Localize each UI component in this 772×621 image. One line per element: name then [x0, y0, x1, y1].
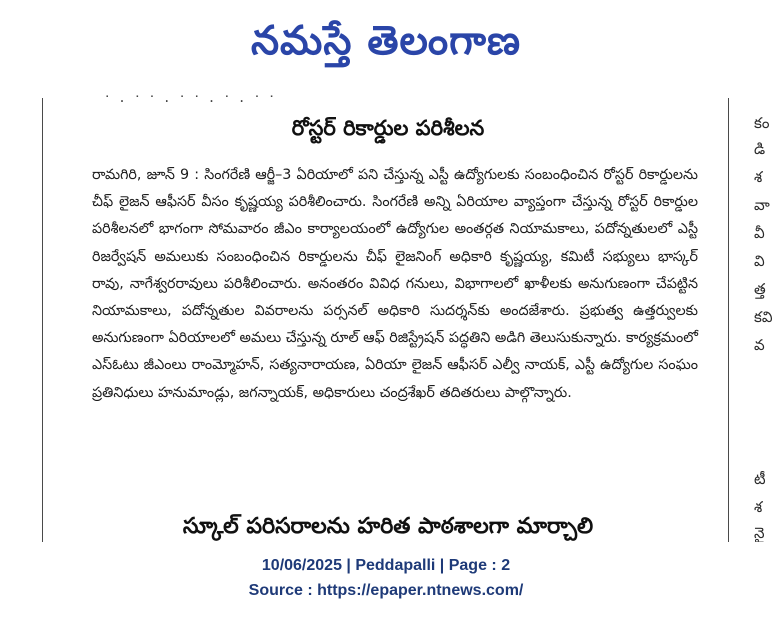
column-divider-left: [42, 98, 43, 542]
masthead: [0, 0, 772, 90]
article-headline: రోస్టర్ రికార్డుల పరిశీలన: [291, 116, 485, 140]
next-article-headline: స్కూల్ పరిసరాలను హరిత పాఠశాలగా మార్చాలి: [182, 514, 594, 539]
right-fragment: శ: [754, 498, 763, 516]
cropped-previous-line: [105, 94, 515, 108]
right-column-fragment: [736, 92, 772, 542]
footer-source-line: Source : https://epaper.ntnews.com/: [248, 582, 524, 599]
right-fragment: నై: [754, 524, 765, 542]
right-fragment: వీ: [754, 224, 765, 242]
left-column-fragment: [0, 92, 42, 542]
footer-date-line: 10/06/2025 | Peddapalli | Page : 2: [261, 557, 511, 574]
right-fragment: శ: [754, 168, 763, 186]
right-fragment: కవి: [754, 308, 772, 326]
newspaper-logo: నమస్తే తెలంగాణ: [250, 16, 522, 64]
right-fragment: త్త: [754, 280, 766, 298]
column-divider-right: [728, 98, 729, 542]
right-fragment: టీ: [754, 470, 766, 488]
article-text: సింగరేణి ఆర్జీ–3 ఏరియాలో పని చేస్తున్న ఎస్టీ ఉద్యోగులకు సంబంధించిన రోస్టర్ రికార్డులను చీఫ్ లైజన్ ఆఫీసర్ వీసం కృష్ణయ్య పరిశీలించారు. సింగరేణి అన్ని ఏరియాల వ్యాప్తంగా చేస్తున్న రోస్టర్ రికార్డుల పరిశీలనలో భాగంగా సోమవారం జీఎం కార్యాలయంలో ఉద్యోగుల అంతర్గత నియామకాలు, పదోన్నతులలో ఎస్టీ రిజర్వేషన్ అమలుకు సంబంధించిన రికార్డులను చీఫ్ లైజనింగ్ అధికారి కృష్ణయ్య, కమిటీ సభ్యులు భాస్కర్ రావు, నాగేశ్వరరావులు పరిశీలించారు. అనంతరం వివిధ గనులు, విభాగాలలో ఖాళీలకు అనుగుణంగా చేపట్టిన నియామకాలు, పదోన్నతుల వివరాలను పర్సనల్ అధికారి సుదర్శన్‌కు అందజేశారు. ప్రభుత్వ ఉత్తర్వులకు అనుగుణంగా ఏరియాలలో అమలు చేస్తున్న రూల్ ఆఫ్ రిజిస్ట్రేషన్ పద్ధతిని అడిగి తెలుసుకున్నారు. కార్యక్రమంలో ఎస్ఓటు జీఎంలు రాంమ్మోహన్, సత్యనారాయణ, ఏరియా లైజన్ ఆఫీసర్ ఎల్వీ నాయక్, ఎస్టీ ఉద్యోగుల సంఘం ప్రతినిధులు హనుమాండ్లు, జగన్నాయక్, అధికారులు చంద్రశేఖర్ తదితరులు పాల్గొన్నారు.: [92, 167, 698, 401]
article-dateline: రామగిరి, జూన్ 9 :: [92, 167, 200, 183]
newspaper-clipping: [0, 92, 772, 542]
right-fragment: డి: [754, 140, 766, 158]
right-fragment: వ: [754, 336, 765, 354]
cropped-text-remnant: ᐧ . ᐧ ᐧ . ᐧ ᐧ . ᐧ . ᐧ ᐧ: [105, 94, 277, 106]
right-fragment: వి: [754, 252, 765, 270]
article-body: [92, 162, 698, 407]
right-fragment: వా: [754, 196, 770, 214]
right-fragment: కం: [754, 114, 770, 132]
